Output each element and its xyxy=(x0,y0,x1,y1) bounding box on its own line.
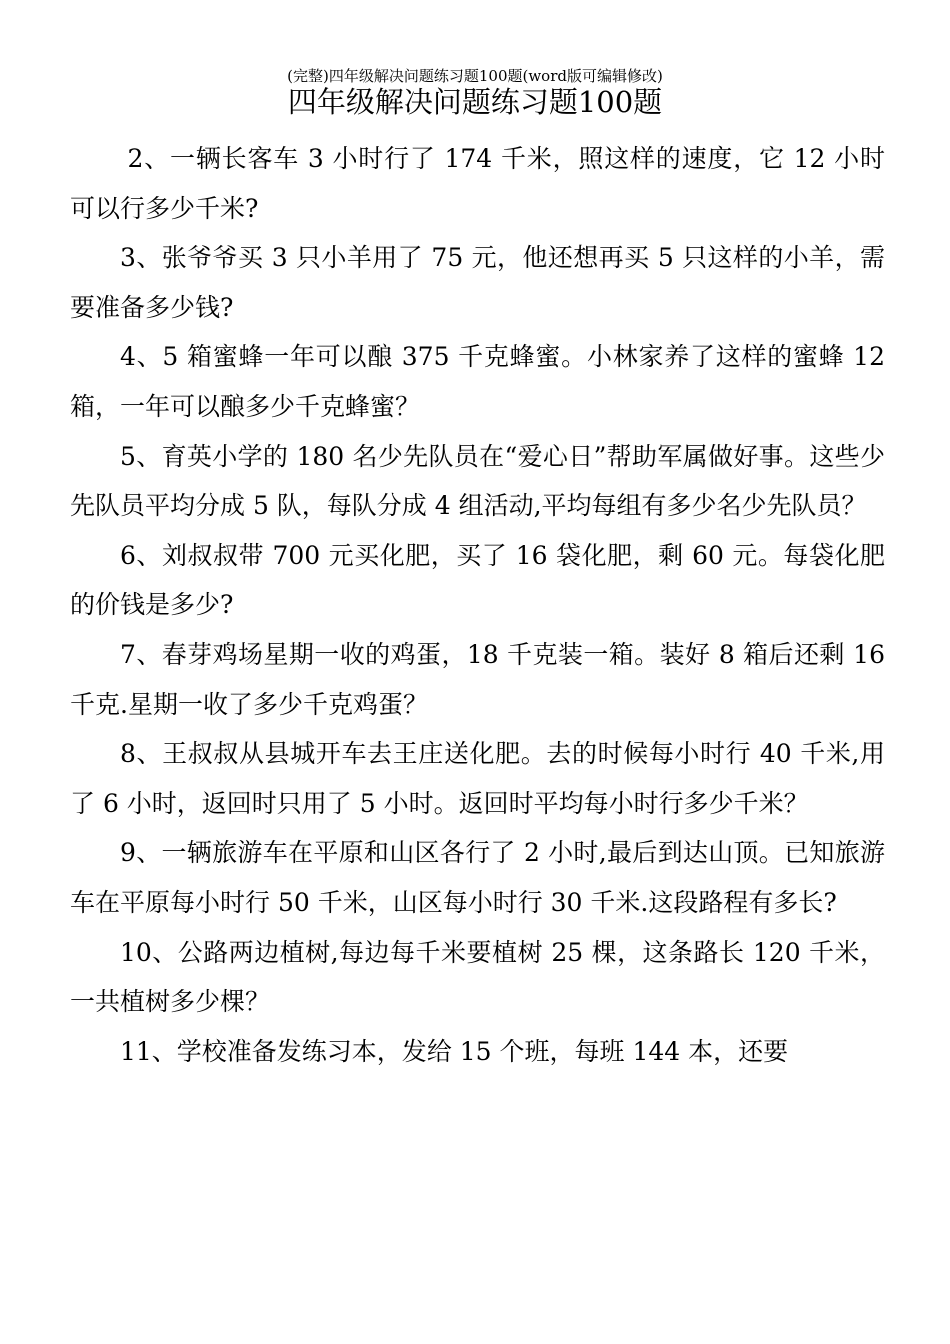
header-note: (完整)四年级解决问题练习题100题(word版可编辑修改) xyxy=(287,67,663,85)
problem-5: 5、育英小学的 180 名少先队员在“爱心日”帮助军属做好事。这些少先队员平均分成 5 队，每队分成 4 组活动,平均每组有多少名少先队员？ xyxy=(70,441,885,521)
problem-7: 7、春芽鸡场星期一收的鸡蛋，18 千克装一箱。装好 8 箱后还剩 16 千克.星期一收了多少千克鸡蛋？ xyxy=(70,639,885,719)
problem-6: 6、刘叔叔带 700 元买化肥，买了 16 袋化肥，剩 60 元。每袋化肥的价钱是多少? xyxy=(70,540,885,620)
problem-8: 8、王叔叔从县城开车去王庄送化肥。去的时候每小时行 40 千米,用了 6 小时，返回时只用了 5 小时。返回时平均每小时行多少千米？ xyxy=(70,739,885,818)
page-title: 四年级解决问题练习题100题 xyxy=(287,85,663,119)
problem-9: 9、一辆旅游车在平原和山区各行了 2 小时,最后到达山顶。已知旅游车在平原每小时行 50 千米，山区每小时行 30 千米.这段路程有多长? xyxy=(70,838,885,917)
problem-3: 3、张爷爷买 3 只小羊用了 75 元，他还想再买 5 只这样的小羊，需要准备多少钱? xyxy=(70,243,885,322)
problem-11: 11、学校准备发练习本，发给 15 个班，每班 144 本，还要 xyxy=(120,1036,789,1066)
problem-10: 10、公路两边植树,每边每千米要植树 25 棵，这条路长 120 千米，一共植树多少棵？ xyxy=(70,937,885,1017)
problem-list xyxy=(70,134,885,1076)
problem-2: 2、一辆长客车 3 小时行了 174 千米，照这样的速度，它 12 小时可以行多少千米? xyxy=(70,144,885,223)
problem-4: 4、5 箱蜜蜂一年可以酿 375 千克蜂蜜。小林家养了这样的蜜蜂 12 箱，一年可以酿多少千克蜂蜜？ xyxy=(70,342,885,421)
